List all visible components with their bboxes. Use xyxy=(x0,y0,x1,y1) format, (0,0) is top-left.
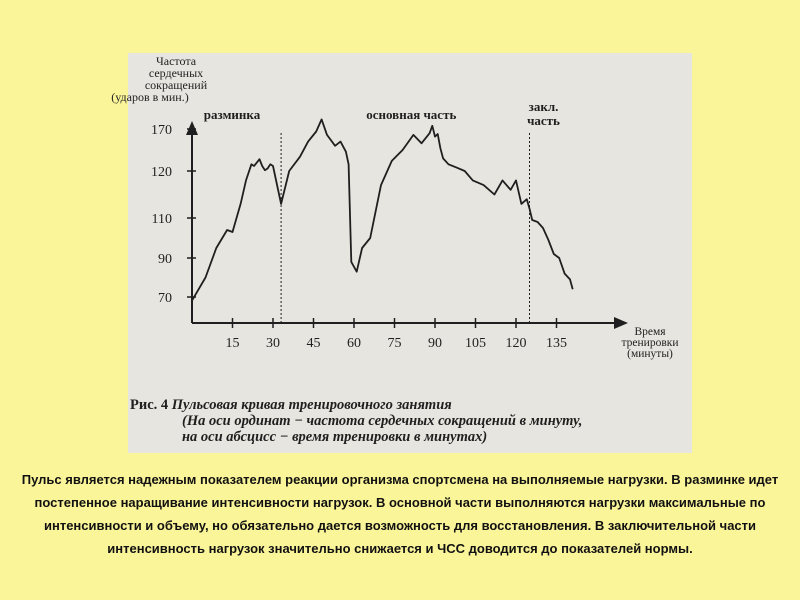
y-axis-label xyxy=(111,54,207,104)
x-axis-label-line: Время xyxy=(634,326,666,338)
y-tick-label: 120 xyxy=(151,165,172,180)
phase-label: закл. xyxy=(528,99,559,114)
x-tick-label: 60 xyxy=(347,336,361,351)
y-axis-arrow xyxy=(186,121,198,135)
pulse-chart xyxy=(111,53,692,453)
y-axis-label-line: Частота xyxy=(155,54,197,68)
x-tick-label: 45 xyxy=(306,336,321,351)
figure-caption xyxy=(128,397,694,445)
description-text: Пульс является надежным показателем реакции организма спортсмена на выполняемые нагрузки. В разминке идет постепенное наращивание интенсивности нагрузок. В основной части выполняются нагрузки максимальные по интенсивности и объему, но обязательно дается возможность для восстановления. В заключительной части интенсивность нагрузок значительно снижается и ЧСС доводится до показателей нормы. xyxy=(21,472,779,556)
x-tick-label: 30 xyxy=(266,336,280,351)
x-axis-label xyxy=(621,326,678,360)
caption-line-2: (На оси ординат − частота сердечных сокращений в минуту, xyxy=(182,413,583,429)
x-tick-label: 15 xyxy=(225,336,240,351)
y-axis-label-line: (ударов в мин.) xyxy=(111,90,189,104)
figure-title: Пульсовая кривая тренировочного занятия xyxy=(171,397,452,413)
y-tick-label: 70 xyxy=(158,291,172,306)
x-tick-label: 120 xyxy=(505,336,527,351)
caption-line-3: на оси абсцисс − время тренировки в минутах) xyxy=(182,429,488,445)
y-tick-label: 170 xyxy=(151,123,172,138)
y-axis-label-line: сердечных xyxy=(148,66,204,80)
figure-panel xyxy=(111,53,692,453)
pulse-curve xyxy=(192,119,573,300)
x-axis-label-line: тренировки xyxy=(621,337,679,349)
x-axis-label-line: (минуты) xyxy=(627,348,673,360)
phase-label: основная часть xyxy=(366,107,457,122)
y-tick-label: 110 xyxy=(151,212,172,227)
x-tick-label: 105 xyxy=(465,336,486,351)
phase-label: часть xyxy=(527,113,560,128)
series-line xyxy=(192,119,573,300)
phase-label: разминка xyxy=(203,107,261,122)
axes xyxy=(186,121,628,329)
x-tick-label: 90 xyxy=(428,336,442,351)
figure-number: Рис. 4 xyxy=(130,397,169,413)
y-axis-label-line: сокращений xyxy=(144,78,208,92)
y-tick-label: 90 xyxy=(158,252,172,267)
ticks xyxy=(151,123,567,351)
x-tick-label: 135 xyxy=(546,336,567,351)
phase-markers xyxy=(204,99,560,323)
x-axis-arrow xyxy=(614,317,628,329)
x-tick-label: 75 xyxy=(387,336,402,351)
